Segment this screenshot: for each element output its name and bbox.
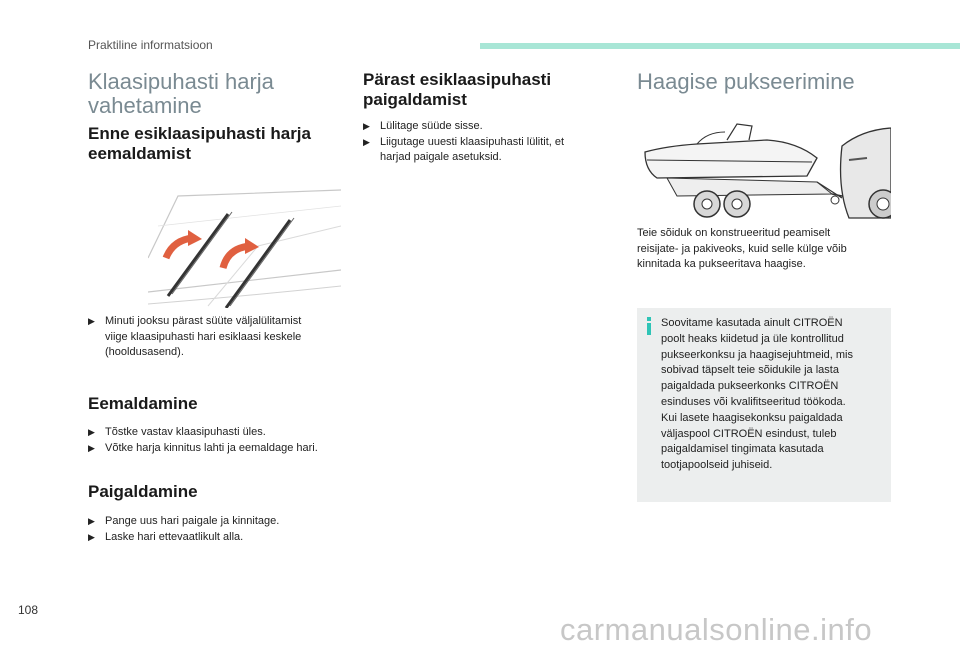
list-item: ▶ Minuti jooksu pärast süüte väljalülitamist viige klaasipuhasti hari esiklaasi keskele (hooldusasend). xyxy=(88,314,358,361)
bullet-list xyxy=(88,514,358,545)
bullet-icon: ▶ xyxy=(363,121,370,131)
info-text: Soovitame kasutada ainult CITROËN poolt heaks kiidetud ja üle kontrollitud pukseerkonksu ja haagisejuhtmeid, mis sobivad täpselt teie sõidukile ja lasta paigaldada pukseerkonks CITROËN esinduses või kvalifitseeritud töökoda. Kui lasete haagisekonksu paigaldada väljaspool CITROËN esindust, tuleb paigaldamisel tingimata kasutada tootjapoolseid juhiseid. xyxy=(661,317,853,472)
list-item: ▶ Tõstke vastav klaasipuhasti üles. xyxy=(88,425,358,441)
subsection-heading: Paigaldamine xyxy=(88,482,198,501)
list-item: ▶ Liigutage uuesti klaasipuhasti lülitit, et harjad paigale asetuksid. xyxy=(363,135,623,166)
body-paragraph: Teie sõiduk on konstrueeritud peamiselt reisijate- ja pakiveoks, kuid selle külge võib kinnitada ka pukseeritava haagise. xyxy=(637,227,847,270)
section-header: Praktiline informatsioon xyxy=(88,38,213,52)
subsection-heading: Eemaldamine xyxy=(88,394,198,413)
list-item: ▶ Võtke harja kinnitus lahti ja eemaldage hari. xyxy=(88,441,358,457)
bullet-list xyxy=(363,119,623,166)
bullet-icon: ▶ xyxy=(88,531,95,542)
list-item: ▶ Lülitage süüde sisse. xyxy=(363,119,623,135)
subsection-heading: Enne esiklaasipuhasti harja eemaldamist xyxy=(88,124,311,163)
subsection-heading: Pärast esiklaasipuhasti paigaldamist xyxy=(363,70,552,109)
trailer-illustration xyxy=(637,118,891,222)
info-icon xyxy=(643,316,655,336)
list-item: ▶ Laske hari ettevaatlikult alla. xyxy=(88,530,358,546)
page-number: 108 xyxy=(18,603,39,617)
bullet-list xyxy=(88,314,358,361)
section-title: Haagise pukseerimine xyxy=(637,69,855,94)
watermark: carmanualsonline.info xyxy=(560,612,873,647)
bullet-icon: ▶ xyxy=(88,516,95,526)
bullet-icon: ▶ xyxy=(88,427,95,437)
list-item: ▶ Pange uus hari paigale ja kinnitage. xyxy=(88,514,358,530)
bullet-icon: ▶ xyxy=(88,316,95,326)
bullet-icon: ▶ xyxy=(363,136,370,147)
bullet-icon: ▶ xyxy=(88,442,95,453)
wiper-illustration xyxy=(148,186,341,308)
header-accent-bar xyxy=(480,43,960,49)
section-title: Klaasipuhasti harja vahetamine xyxy=(88,69,274,118)
bullet-list xyxy=(88,425,358,456)
